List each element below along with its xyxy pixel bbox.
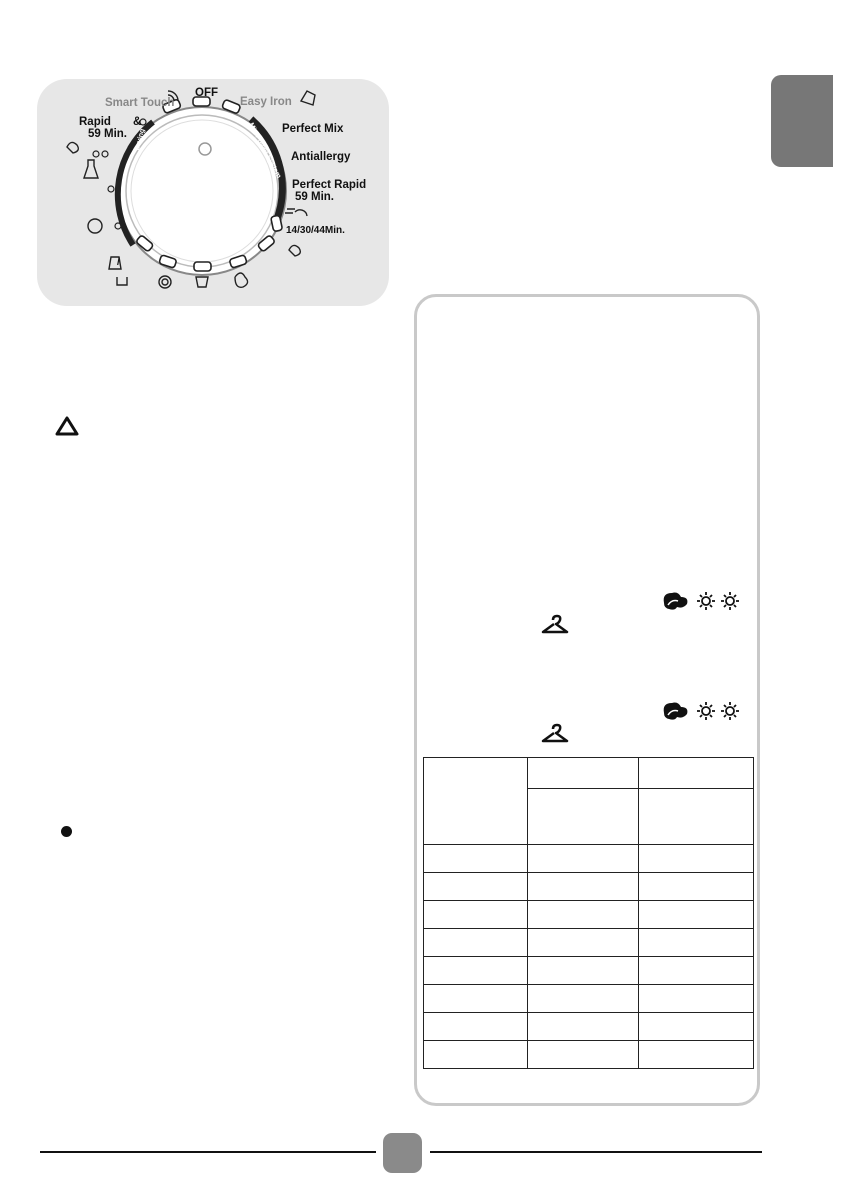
table-cell <box>424 985 528 1013</box>
page-number-badge <box>383 1133 422 1173</box>
table-cell <box>424 758 528 845</box>
program-rapid-time: 59 Min. <box>88 128 127 140</box>
table-cell <box>639 845 754 873</box>
language-side-tab <box>771 75 833 167</box>
table-row <box>424 1041 754 1069</box>
table-cell <box>528 873 639 901</box>
program-off-label: OFF <box>195 87 218 99</box>
table-cell <box>424 1041 528 1069</box>
table-cell <box>639 789 754 845</box>
stopwatch-icon <box>295 210 307 216</box>
table-cell <box>528 929 639 957</box>
program-wash-slash: / <box>117 257 120 268</box>
program-perfect-mix-label: Perfect Mix <box>282 123 344 135</box>
program-perfect-rapid-time: 59 Min. <box>295 191 334 203</box>
program-rapid-label: Rapid <box>79 116 111 128</box>
iron-icon <box>301 91 315 105</box>
table-cell <box>424 929 528 957</box>
table-cell <box>639 873 754 901</box>
drying-arc-label: Drying <box>133 128 147 152</box>
footer-rule-right <box>430 1151 762 1153</box>
footer-rule-left <box>40 1151 376 1153</box>
flask-icon <box>84 160 98 178</box>
delicate-icon <box>235 273 248 287</box>
table-cell <box>639 1013 754 1041</box>
table-row <box>424 1013 754 1041</box>
table-cell <box>528 845 639 873</box>
program-perfect-rapid-label: Perfect Rapid <box>292 179 367 191</box>
table-cell <box>424 1013 528 1041</box>
drain-icon <box>117 277 127 285</box>
hanger-icon <box>540 614 570 636</box>
cotton-extra-dry-icon-2 <box>660 699 746 721</box>
program-antiallergy-label: Antiallergy <box>291 151 351 163</box>
table-row <box>424 985 754 1013</box>
drying-time-table <box>423 757 754 1069</box>
table-cell <box>528 758 639 789</box>
table-cell <box>528 1013 639 1041</box>
table-row <box>424 758 754 789</box>
bullet-dot-icon <box>61 826 72 837</box>
table-cell <box>528 957 639 985</box>
warning-triangle-icon <box>55 416 79 436</box>
table-cell <box>424 873 528 901</box>
table-cell <box>639 929 754 957</box>
table-row <box>424 929 754 957</box>
table-row <box>424 845 754 873</box>
table-cell <box>424 957 528 985</box>
spin-icon <box>159 276 171 288</box>
table-cell <box>639 758 754 789</box>
program-dial-panel <box>37 79 389 306</box>
table-cell <box>639 957 754 985</box>
table-cell <box>528 985 639 1013</box>
program-rapid-amp: & <box>133 116 142 128</box>
table-cell <box>424 901 528 929</box>
mix-power-arc-label: Mix Power System <box>247 121 283 180</box>
hanger-icon-2 <box>540 723 570 745</box>
table-row <box>424 957 754 985</box>
table-row <box>424 873 754 901</box>
program-dial <box>37 79 389 306</box>
program-quick-times-label: 14/30/44Min. <box>286 225 345 236</box>
table-cell <box>639 901 754 929</box>
wool-icon <box>88 219 102 233</box>
program-easy-iron-label: Easy Iron <box>240 96 292 108</box>
table-cell <box>528 789 639 845</box>
cotton-icon <box>289 245 300 256</box>
table-cell <box>639 985 754 1013</box>
table-cell <box>528 1041 639 1069</box>
cotton-extra-dry-icon <box>660 589 746 611</box>
table-cell <box>528 901 639 929</box>
table-cell <box>639 1041 754 1069</box>
table-row <box>424 901 754 929</box>
table-cell <box>424 845 528 873</box>
program-smart-touch-label: Smart Touch <box>105 97 175 109</box>
handwash-icon <box>196 277 208 287</box>
